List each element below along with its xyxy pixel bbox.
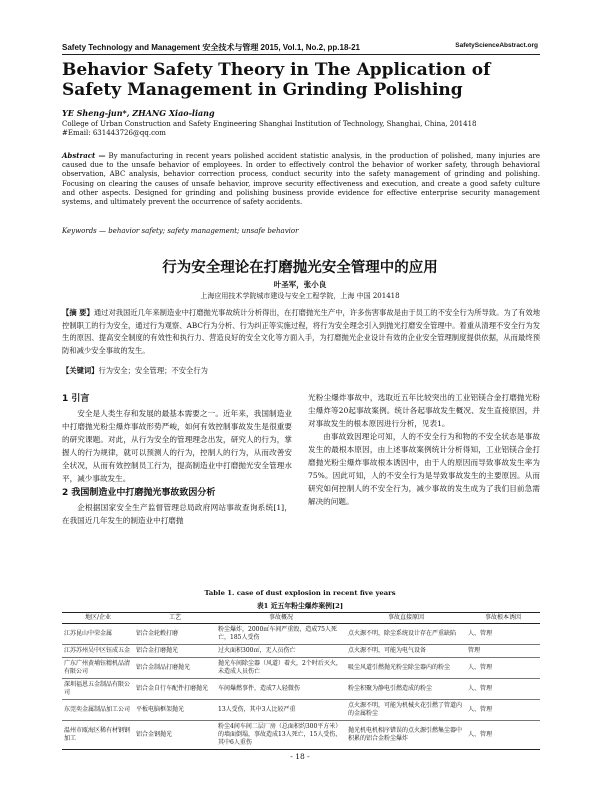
table-cell: 广东广州黄埔钰精机品清有限公司 <box>62 658 134 679</box>
section-1-heading: 1 引言 <box>62 394 90 404</box>
keywords-en: Keywords — behavior safety; safety management; unsafe behavior <box>62 227 299 235</box>
table-cell: 平板电脑框架抛光 <box>134 700 216 721</box>
table-cell: 点火源不明，可能为电气设备 <box>346 645 466 658</box>
table-cell: 铝合金打磨抛光 <box>134 645 216 658</box>
table-cell: 江苏昆山中荣金属 <box>62 624 134 645</box>
abstract-zh <box>62 307 540 357</box>
keywords-zh <box>62 366 208 376</box>
affiliation-zh: 上海应用技术学院城市建设与安全工程学院，上海 中国 201418 <box>200 292 400 300</box>
table-cell: 人、管理 <box>466 700 540 721</box>
affiliation-en <box>62 120 540 138</box>
accident-table <box>62 612 540 750</box>
table-cell: 铝合金自行车配件打磨抛光 <box>134 679 216 700</box>
table-cell: 粉尘积聚为静电引燃造成的粉尘 <box>346 679 466 700</box>
journal-header: Safety Technology and Management 安全技术与管理 2015, Vol.1, No.2, pp.18-21 <box>62 43 360 52</box>
table-cell: 东莞奕金属制品加工公司 <box>62 700 134 721</box>
table-cell: 深圳福恩五金制品有限公司 <box>62 679 134 700</box>
table-cell: 温州市瓯海区稀有材钢钢加工 <box>62 721 134 750</box>
keywords-zh-label: 【关键词】 <box>62 366 99 375</box>
page-number: - 18 - <box>290 752 310 761</box>
right-paragraph-1: 光粉尘爆炸事故中，选取近五年比较突出的工业铝镁合金打磨抛光粉尘爆炸等20起事故案例。统计各起事故发生概况、发生直接原因，并对事故发生的根本原因进行分析，见表1。 <box>308 393 540 428</box>
header-rule <box>62 54 540 55</box>
table-cell: 点火源不明，可能为机械火花引燃了管道内的金属粉尘 <box>346 700 466 721</box>
table-cell: 铝合金制品打磨抛光 <box>134 658 216 679</box>
table-cell: 过火面积300㎡，无人员伤亡 <box>216 645 346 658</box>
abstract-zh-label: 【摘 要】 <box>62 308 94 317</box>
section-2-heading: 2 我国制造业中打磨抛光事故致因分析 <box>62 488 216 498</box>
table-cell: 粉尘4间车间二层厂房（总面积约300平方米）的墙面倒塌，事故造成13人死亡，15人受伤，其中6人重伤 <box>216 721 346 750</box>
abstract-label: Abstract — <box>62 151 106 160</box>
right-paragraph-2: 由事故致因理论可知，人的不安全行为和物的不安全状态是事故发生的最根本原因，由上述事故案例统计分析得知，工业铝镁合金打磨抛光粉尘爆炸事故根本诱因中，由于人的原因而导致事故发生率为75%。因此可知，人的不安全行为是导致事故发生的主要原因。从而研究如何控制人的不安全行为，减少事故的发生成为了我们目前急需解决的问题。 <box>308 432 540 506</box>
table-header-cell: 地区/企业 <box>62 613 134 624</box>
table-cell: 铝合金钢抛光 <box>134 721 216 750</box>
table-row <box>62 645 540 658</box>
table-row <box>62 658 540 679</box>
authors-zh: 叶圣军，张小良 <box>273 280 327 289</box>
abstract-zh-text: 通过对我国近几年来制造业中打磨抛光事故统计分析得出，在打磨抛光生产中，许多伤害事故是由于员工的不安全行为所导致。为了有效地控制职工的行为安全，通过行为观察、ABC行为分析、行为纠正等实施过程，将行为安全理念引入到抛光打磨安全管理中。着重从清理不安全行为发生的原因、提高安全制度的有效性和执行力、营造良好的安全文化等方面入手，为打磨抛光企业设计有效的企业安全管理制度提供依据，从而最终预防和减少安全事故的发生。 <box>62 308 541 355</box>
section-1-text: 安全是人类生存和发展的最基本需要之一。近年来，我国制造业中打磨抛光粉尘爆炸事故形势严峻，如何有效控制事故发生是很重要的研究课题。对此，从行为安全的管理理念出发，研究人的行为，掌握人的行为规律，就可以预测人的行为，控制人的行为，从而改善安全状况，从而有效控制员工行为，提高制造业中打磨抛光安全管理水平，减少事故发生。 <box>62 409 292 483</box>
table-cell: 人、管理 <box>466 721 540 750</box>
section-2-text: 企根据国家安全生产监督管理总局政府网站事故查询系统[1]，在我国近几年发生的制造业中打磨抛 <box>62 503 292 525</box>
table-cell: 粉尘爆炸，2000㎡车间严重毁，造成75人死亡，185人受伤 <box>216 624 346 645</box>
table-cell: 江苏苏州吴中区钰成五金 <box>62 645 134 658</box>
authors-en: YE Sheng-jun*, ZHANG Xiao-liang <box>62 108 215 118</box>
table-row <box>62 624 540 645</box>
table-cell: 13人受伤，其中3人比较严重 <box>216 700 346 721</box>
table-header-cell: 事故直接原因 <box>346 613 466 624</box>
table-header-row <box>62 613 540 624</box>
table-cell: 车间爆燃事件，造成7人轻微伤 <box>216 679 346 700</box>
table-caption-en: Table 1. case of dust explosion in recent five years <box>204 589 396 597</box>
table-caption-zh: 表1 近五年粉尘爆炸案例[2] <box>256 602 344 610</box>
table-row <box>62 679 540 700</box>
paper-title-zh: 行为安全理论在打磨抛光安全管理中的应用 <box>162 260 438 276</box>
table-cell: 人、管理 <box>466 658 540 679</box>
body-right-column <box>308 391 540 508</box>
abstract-en <box>62 151 540 207</box>
abstract-text: By manufacturing in recent years polished accident statistic analysis, in the production of polished, many injuries are caused due to the unsafe behavior of employees. In order to effectively control the behavior of worker safety, through behavioral observation, ABC analysis, behavior correction process, conduct security into the safety management of grinding and polishing. Focusing on clearing the causes of unsafe behavior, improve security effectiveness and execution, and create a good safety culture and other aspects. Designed for grinding and polishing business provide evidence for effective enterprise security management systems, and ultimately prevent the occurrence of safety accidents. <box>62 152 541 207</box>
email-line[interactable]: #Email: 631443726@qq.com <box>62 129 166 137</box>
paper-title-en: Behavior Safety Theory in The Application of Safety Management in Grinding Polishing <box>62 60 491 100</box>
table-cell: 人、管理 <box>466 679 540 700</box>
table-cell: 抛光车间除尘器（风道）着火，2个时后灭火，未造成人员伤亡 <box>216 658 346 679</box>
table-header-cell: 工艺 <box>134 613 216 624</box>
table-cell: 吸尘风道引燃抛光粉尘除尘器内的粉尘 <box>346 658 466 679</box>
table-cell: 抛光机电机相序错误的点火源引燃集尘器中积累的铝合金粉尘爆炸 <box>346 721 466 750</box>
table-cell: 人、管理 <box>466 624 540 645</box>
table-header-cell: 事故概况 <box>216 613 346 624</box>
table-cell: 铝合金轮毂打磨 <box>134 624 216 645</box>
table-row <box>62 721 540 750</box>
table-header-cell: 事故根本诱因 <box>466 613 540 624</box>
body-left-column <box>62 391 292 527</box>
table-row <box>62 700 540 721</box>
affiliation-line: College of Urban Construction and Safety Engineering Shanghai Institution of Technology, Shanghai, China, 201418 <box>62 120 477 128</box>
table-cell: 点火源不明，除尘系统设计存在严重缺陷 <box>346 624 466 645</box>
keywords-zh-text: 行为安全；安全管理；不安全行为 <box>98 366 208 375</box>
publisher-site[interactable]: SafetyScienceAbstract.org <box>455 42 538 49</box>
table-cell: 管理 <box>466 645 540 658</box>
